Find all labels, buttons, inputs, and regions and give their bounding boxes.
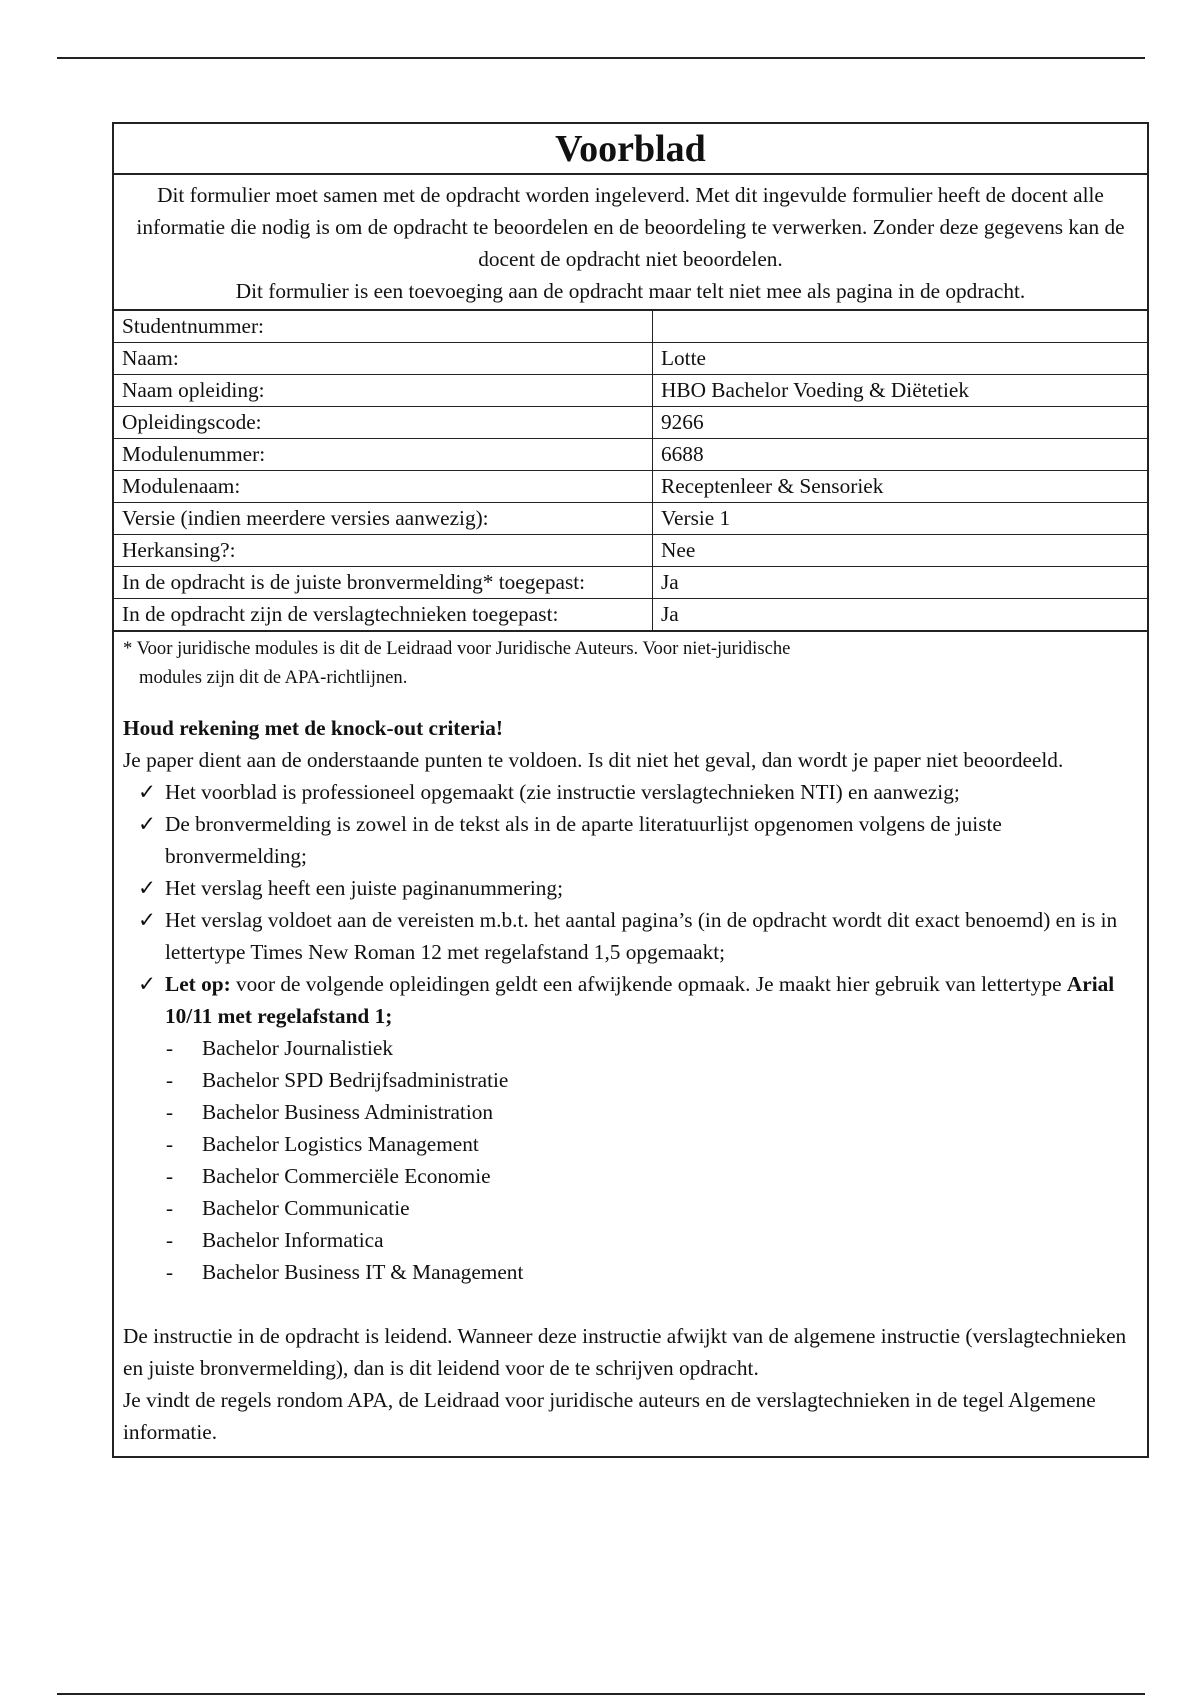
dash-bullet: - (166, 1068, 174, 1092)
list-item (123, 1064, 1138, 1096)
table-row (114, 439, 1147, 471)
list-item (123, 872, 1138, 904)
dash-bullet: - (166, 1132, 174, 1156)
cover-form (112, 122, 1149, 1458)
table-row (114, 343, 1147, 375)
table-row (114, 567, 1147, 599)
fields-table (114, 311, 1147, 632)
criteria-intro: Je paper dient aan de onderstaande punten te voldoen. Is dit niet het geval, dan wordt je paper niet beoordeeld. (123, 748, 1064, 772)
footnote-line: * Voor juridische modules is dit de Leidraad voor Juridische Auteurs. Voor niet-juridische (123, 638, 791, 659)
table-row (114, 535, 1147, 567)
field-value-verslagtechnieken[interactable]: Ja (653, 599, 1148, 632)
footnote (123, 634, 1138, 692)
criteria-list (123, 776, 1138, 1032)
program-name: Bachelor Business Administration (202, 1100, 494, 1124)
table-row (114, 375, 1147, 407)
table-row (114, 311, 1147, 343)
criteria-item-text: Het verslag voldoet aan de vereisten m.b.t. het aantal pagina’s (in de opdracht wordt dit exact benoemd) en is in lettertype Times New Roman 12 met regelafstand 1,5 opgemaakt; (165, 908, 1118, 964)
dash-bullet: - (166, 1036, 174, 1060)
checkmark-icon: ✓ (138, 972, 156, 996)
list-item (123, 1032, 1138, 1064)
intro-paragraph: Dit formulier is een toevoeging aan de opdracht maar telt niet mee als pagina in de opdracht. (235, 279, 1026, 303)
field-label-bronvermelding: In de opdracht is de juiste bronvermelding* toegepast: (114, 567, 653, 599)
list-item (123, 904, 1138, 968)
list-item (123, 1096, 1138, 1128)
field-value-naam[interactable]: Lotte (653, 343, 1148, 375)
field-value-versie[interactable]: Versie 1 (653, 503, 1148, 535)
footnote-line: modules zijn dit de APA-richtlijnen. (139, 667, 408, 688)
program-name: Bachelor Communicatie (202, 1196, 410, 1220)
list-item (123, 776, 1138, 808)
table-row (114, 407, 1147, 439)
list-item (123, 1256, 1138, 1288)
note-lead: Let op: (165, 972, 231, 996)
form-body (114, 632, 1147, 1456)
field-label-studentnummer: Studentnummer: (114, 311, 653, 343)
field-label-opleidingscode: Opleidingscode: (114, 407, 653, 439)
field-label-naam: Naam: (114, 343, 653, 375)
program-name: Bachelor Commerciële Economie (202, 1164, 491, 1188)
field-value-bronvermelding[interactable]: Ja (653, 567, 1148, 599)
criteria-item-text: De bronvermelding is zowel in de tekst als in de aparte literatuurlijst opgenomen volgens de juiste bronvermelding; (165, 812, 1002, 868)
field-value-naam-opleiding[interactable]: HBO Bachelor Voeding & Diëtetiek (653, 375, 1148, 407)
criteria-item-text: Het voorblad is professioneel opgemaakt (zie instructie verslagtechnieken NTI) en aanwezig; (165, 780, 960, 804)
spacer (123, 1288, 1138, 1320)
top-rule (57, 57, 1145, 59)
field-value-herkansing[interactable]: Nee (653, 535, 1148, 567)
field-label-herkansing: Herkansing?: (114, 535, 653, 567)
closing-paragraph: Je vindt de regels rondom APA, de Leidraad voor juridische auteurs en de verslagtechnieken in de tegel Algemene informatie. (123, 1388, 1096, 1444)
dash-bullet: - (166, 1196, 174, 1220)
list-item (123, 1160, 1138, 1192)
list-item (123, 968, 1138, 1032)
list-item (123, 1192, 1138, 1224)
form-intro (114, 175, 1147, 311)
dash-bullet: - (166, 1164, 174, 1188)
dash-bullet: - (166, 1100, 174, 1124)
intro-paragraph: Dit formulier moet samen met de opdracht worden ingeleverd. Met dit ingevulde formulier heeft de docent alle informatie die nodig is om de opdracht te beoordelen en de beoordeling te verwerken. Zonder deze gegevens kan de docent de opdracht niet beoordelen. (136, 183, 1125, 271)
note-font-spec: Arial 10/11 met regelafstand 1; (165, 972, 1115, 1028)
program-list (123, 1032, 1138, 1288)
field-label-verslagtechnieken: In de opdracht zijn de verslagtechnieken toegepast: (114, 599, 653, 632)
criteria-item-text: Het verslag heeft een juiste paginanummering; (165, 876, 563, 900)
program-name: Bachelor Informatica (202, 1228, 384, 1252)
note-text: voor de volgende opleidingen geldt een afwijkende opmaak. Je maakt hier gebruik van lettertype (230, 972, 1067, 996)
table-row (114, 471, 1147, 503)
closing-paragraph: De instructie in de opdracht is leidend. Wanneer deze instructie afwijkt van de algemene instructie (verslagtechnieken en juiste bronvermelding), dan is dit leidend voor de te schrijven opdracht. (123, 1324, 1127, 1380)
list-item (123, 1128, 1138, 1160)
field-value-studentnummer[interactable] (653, 311, 1148, 343)
form-title: Voorblad (114, 124, 1147, 175)
list-item (123, 1224, 1138, 1256)
field-value-modulenaam[interactable]: Receptenleer & Sensoriek (653, 471, 1148, 503)
field-label-versie: Versie (indien meerdere versies aanwezig): (114, 503, 653, 535)
list-item (123, 808, 1138, 872)
checkmark-icon: ✓ (138, 876, 156, 900)
field-label-modulenummer: Modulenummer: (114, 439, 653, 471)
program-name: Bachelor Journalistiek (202, 1036, 394, 1060)
table-row (114, 599, 1147, 632)
field-value-opleidingscode[interactable]: 9266 (653, 407, 1148, 439)
dash-bullet: - (166, 1260, 174, 1284)
program-name: Bachelor SPD Bedrijfsadministratie (202, 1068, 509, 1092)
bottom-rule (57, 1693, 1145, 1695)
program-name: Bachelor Business IT & Management (202, 1260, 524, 1284)
checkmark-icon: ✓ (138, 780, 156, 804)
criteria-heading: Houd rekening met de knock-out criteria! (123, 716, 503, 740)
table-row (114, 503, 1147, 535)
checkmark-icon: ✓ (138, 812, 156, 836)
program-name: Bachelor Logistics Management (202, 1132, 479, 1156)
field-label-naam-opleiding: Naam opleiding: (114, 375, 653, 407)
checkmark-icon: ✓ (138, 908, 156, 932)
field-label-modulenaam: Modulenaam: (114, 471, 653, 503)
field-value-modulenummer[interactable]: 6688 (653, 439, 1148, 471)
dash-bullet: - (166, 1228, 174, 1252)
